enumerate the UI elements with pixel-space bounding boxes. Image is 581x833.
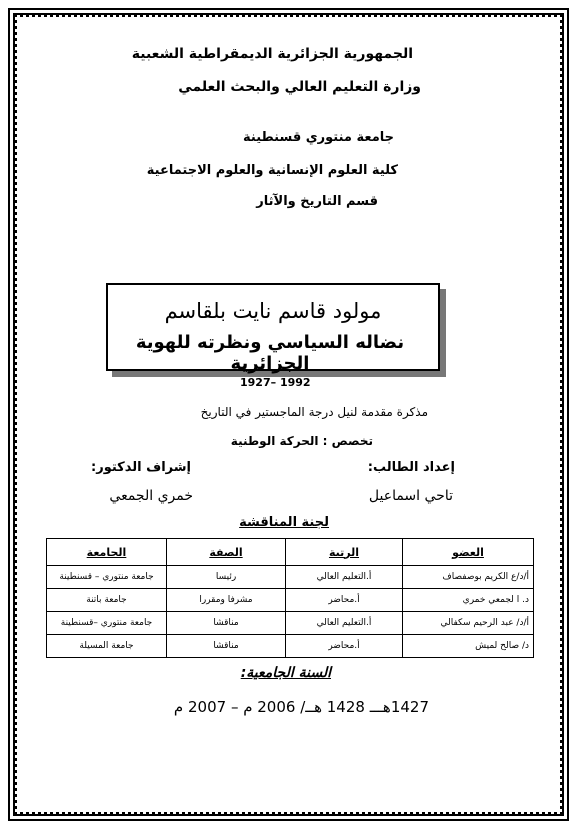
committee-row — [47, 566, 534, 589]
member-role: مشرفا ومقررا — [167, 589, 286, 612]
member-role: رئيسا — [167, 566, 286, 589]
committee-header-row — [47, 539, 534, 566]
member-rank: أ.التعليم العالي — [286, 566, 403, 589]
degree-statement: مذكرة مقدمة لنيل درجة الماجستير في التاريخ — [200, 405, 428, 419]
student-name: تاحي اسماعيل — [368, 488, 453, 504]
member-name: أ/د/ع الكريم بوصفصاف — [403, 566, 534, 589]
supervisor-label: إشراف الدكتور: — [91, 460, 191, 475]
member-university: جامعة منتوري – قسنطينة — [47, 566, 167, 589]
department-name: قسم التاريخ والآثار — [256, 194, 378, 209]
committee-row — [47, 635, 534, 658]
member-university: جامعة المسيلة — [47, 635, 167, 658]
specialty: تخصص : الحركة الوطنية — [230, 434, 373, 448]
member-university: جامعة منتوري –قسنطينة — [47, 612, 167, 635]
ministry-name: وزارة التعليم العالي والبحث العلمي — [178, 79, 421, 95]
member-role: مناقشا — [167, 612, 286, 635]
academic-year-label: السنة الجامعية: — [240, 665, 331, 681]
faculty-name: كلية العلوم الإنسانية والعلوم الاجتماعية — [146, 163, 398, 178]
member-rank: أ.محاضر — [286, 635, 403, 658]
committee-row — [47, 589, 534, 612]
thesis-years: 1927– 1992 — [240, 376, 311, 389]
member-role: مناقشا — [167, 635, 286, 658]
column-header-role: الصفة — [167, 539, 286, 566]
student-label: إعداد الطالب: — [367, 460, 455, 475]
academic-year-value: 1427هـــ 1428 هــ/ 2006 م – 2007 م — [173, 698, 429, 716]
column-header-rank: الرتبة — [286, 539, 403, 566]
republic-name: الجمهورية الجزائرية الديمقراطية الشعبية — [131, 46, 413, 62]
committee-row — [47, 612, 534, 635]
member-name: د/ صالح لميش — [403, 635, 534, 658]
column-header-university: الجامعة — [47, 539, 167, 566]
university-name: جامعة منتوري قسنطينة — [243, 130, 394, 145]
committee-heading: لجنة المناقشة — [239, 515, 329, 530]
thesis-title-box — [106, 283, 440, 374]
committee-table — [46, 538, 534, 658]
thesis-title-line2: نضاله السياسي ونظرته للهوية الجزائرية — [135, 332, 405, 374]
member-rank: أ.محاضر — [286, 589, 403, 612]
supervisor-name: خمري الجمعي — [109, 488, 193, 504]
column-header-member: العضو — [403, 539, 534, 566]
member-name: د. ا لجمعي خمري — [403, 589, 534, 612]
thesis-title-line1: مولود قاسم نايت بلقاسم — [164, 299, 382, 323]
member-university: جامعة باتنة — [47, 589, 167, 612]
member-rank: أ.التعليم العالي — [286, 612, 403, 635]
member-name: أ/د/ عبد الرحيم سكفالي — [403, 612, 534, 635]
